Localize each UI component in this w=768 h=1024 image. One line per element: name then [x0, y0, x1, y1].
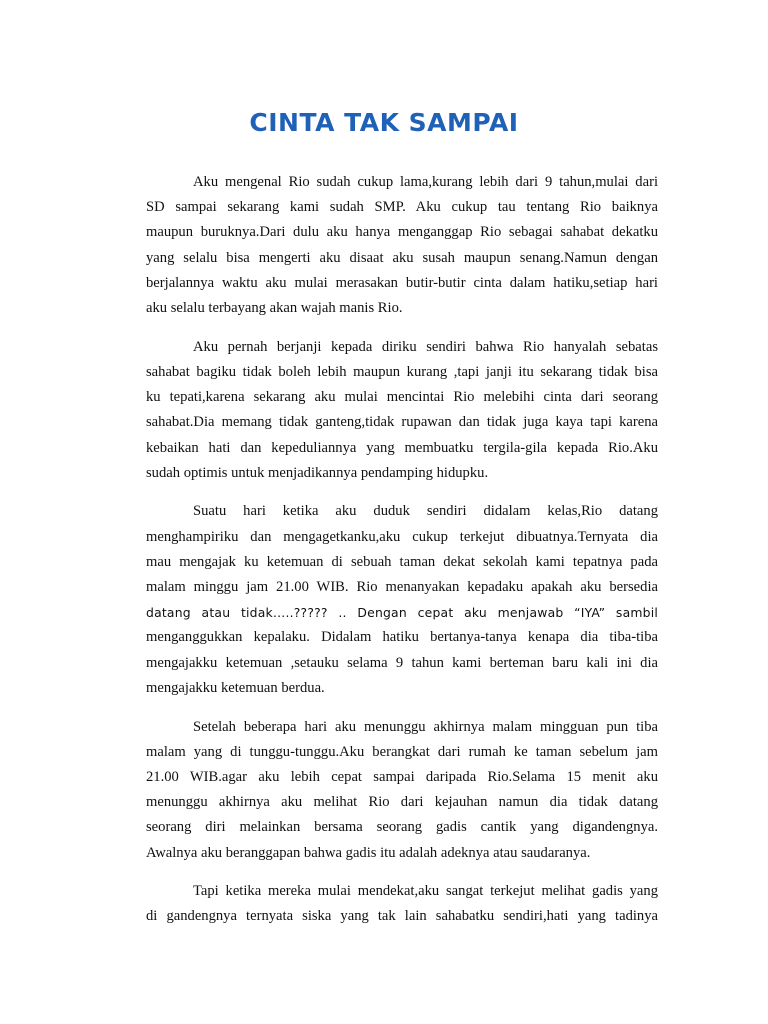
paragraph-3: [146, 499, 658, 701]
text-line: maupun buruknya.Dari dulu aku hanya menganggap Rio sebagai sahabat dekatku: [146, 224, 658, 241]
text-line: ku tepati,karena sekarang aku mulai mencintai Rio melebihi cinta dari seorang: [146, 389, 658, 406]
text-line: Awalnya aku beranggapan bahwa gadis itu adalah adeknya atau saudaranya.: [146, 844, 591, 861]
text-line: Setelah beberapa hari aku menunggu akhirnya malam mingguan pun tiba: [193, 718, 658, 735]
text-line: SD sampai sekarang kami sudah SMP. Aku cukup tau tentang Rio baiknya: [146, 199, 658, 216]
text-line: yang selalu bisa mengerti aku disaat aku susah maupun senang.Namun dengan: [146, 249, 658, 266]
text-line: Aku pernah berjanji kepada diriku sendiri bahwa Rio hanyalah sebatas: [193, 338, 658, 355]
paragraph-2: [146, 335, 658, 486]
text-line: sahabat bagiku tidak boleh lebih maupun kurang ,tapi janji itu sekarang tidak bisa: [146, 363, 658, 380]
text-line: datang atau tidak…..????? .. Dengan cepat aku menjawab “IYA” sambil: [146, 605, 658, 621]
text-line: berjalannya waktu aku mulai merasakan butir-butir cinta dalam hatiku,setiap hari: [146, 274, 658, 291]
text-line: Aku mengenal Rio sudah cukup lama,kurang lebih dari 9 tahun,mulai dari: [193, 174, 658, 190]
paragraph-4: [146, 715, 658, 866]
text-line: aku selalu terbayang akan wajah manis Rio.: [146, 300, 403, 317]
paragraph-5: [146, 879, 658, 929]
text-line: Tapi ketika mereka mulai mendekat,aku sangat terkejut melihat gadis yang: [193, 883, 658, 900]
paragraph-1: [146, 170, 658, 321]
text-line: malam minggu jam 21.00 WIB. Rio menanyakan kepadaku apakah aku bersedia: [146, 579, 658, 596]
text-line: di gandengnya ternyata siska yang tak lain sahabatku sendiri,hati yang tadinya: [146, 908, 658, 925]
text-line: kebaikan hati dan kepeduliannya yang membuatku tergila-gila kepada Rio.Aku: [146, 439, 658, 456]
text-line: sahabat.Dia memang tidak ganteng,tidak rupawan dan tidak juga kaya tapi karena: [146, 414, 658, 431]
text-line: mengajakku ketemuan berdua.: [146, 679, 325, 696]
text-line: menganggukkan kepalaku. Didalam hatiku bertanya-tanya kenapa dia tiba-tiba: [146, 629, 658, 646]
document-body: [146, 170, 658, 943]
text-line: 21.00 WIB.agar aku lebih cepat sampai daripada Rio.Selama 15 menit aku: [146, 768, 658, 785]
text-line: mengajakku ketemuan ,setauku selama 9 tahun kami berteman baru kali ini dia: [146, 654, 658, 671]
document-title: CINTA TAK SAMPAI: [249, 108, 519, 137]
text-line: malam yang di tunggu-tunggu.Aku berangkat dari rumah ke taman sebelum jam: [146, 743, 658, 760]
text-line: Suatu hari ketika aku duduk sendiri didalam kelas,Rio datang: [193, 503, 658, 520]
text-line: mau mengajak ku ketemuan di sebuah taman dekat sekolah kami tepatnya pada: [146, 553, 658, 570]
text-line: seorang diri melainkan bersama seorang gadis cantik yang digandengnya.: [146, 819, 658, 836]
text-line: menunggu akhirnya aku melihat Rio dari kejauhan namun dia tidak datang: [146, 794, 658, 811]
text-line: menghampiriku dan mengagetkanku,aku cukup terkejut dibuatnya.Ternyata dia: [146, 528, 658, 545]
text-line: sudah optimis untuk menjadikannya pendamping hidupku.: [146, 464, 489, 481]
